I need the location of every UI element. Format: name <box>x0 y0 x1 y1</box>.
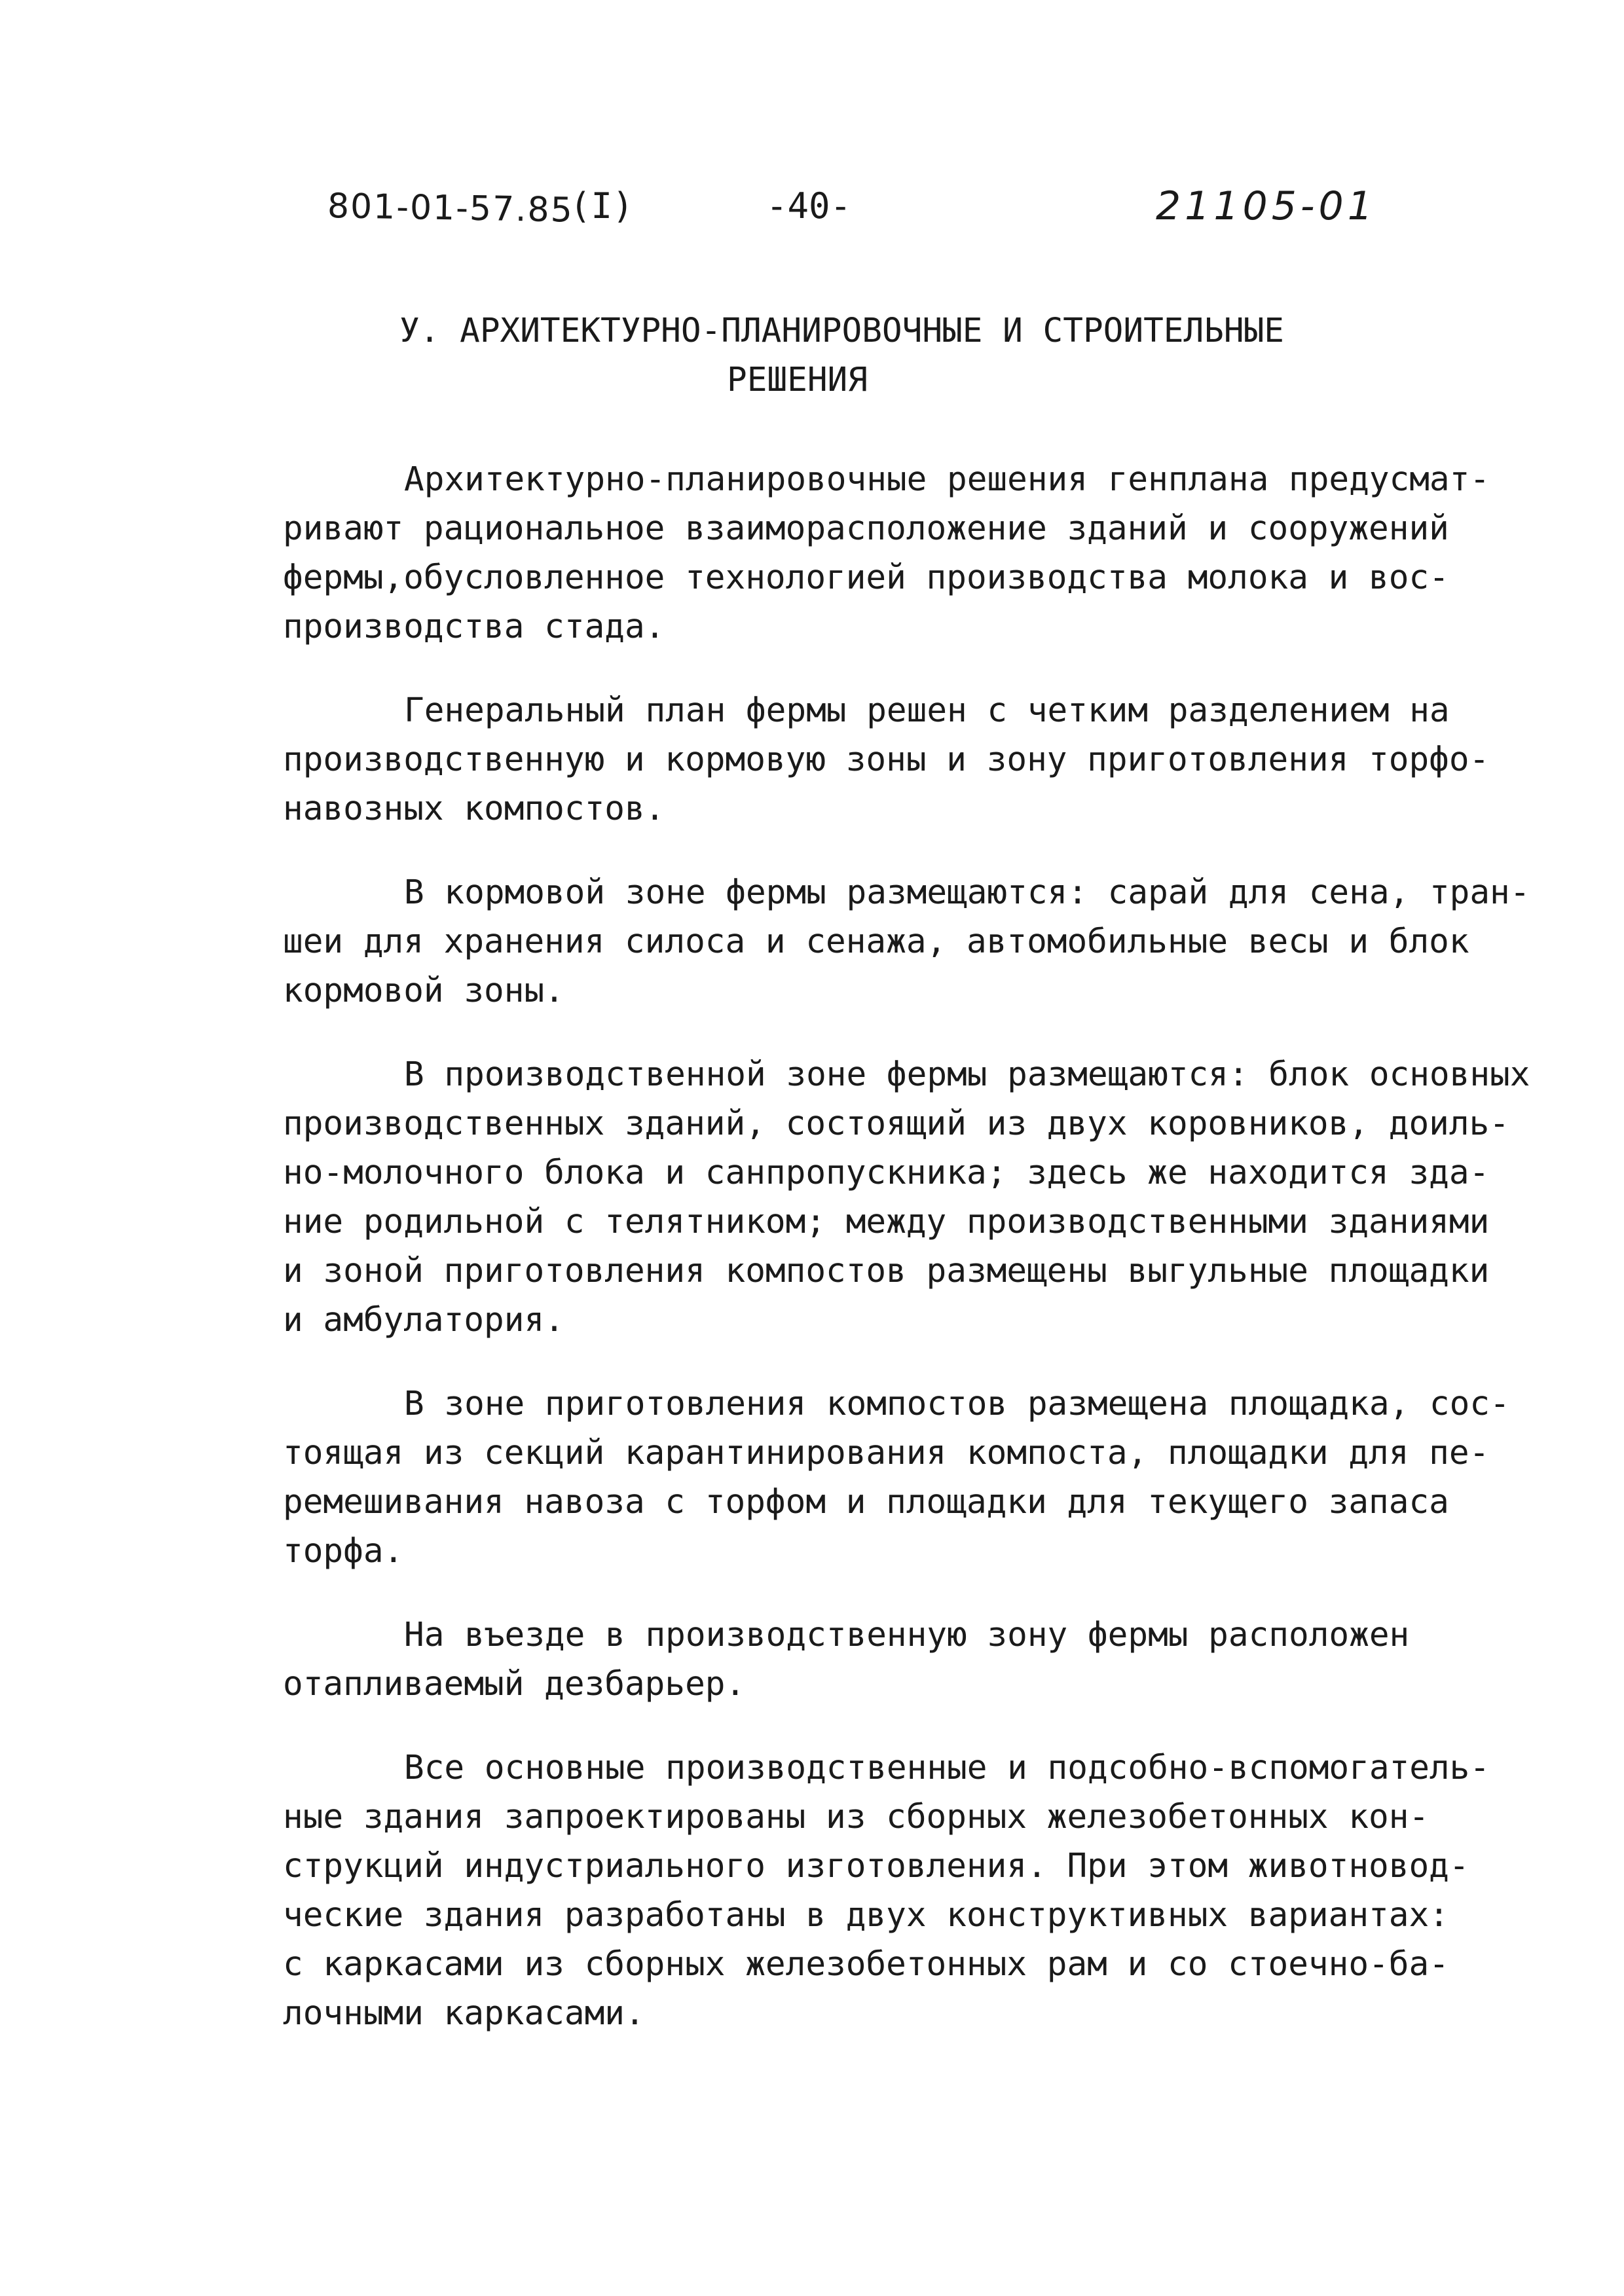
text-line: Все основные производственные и подсобно-вспомогатель- <box>404 1749 1490 1787</box>
text-line: лочными каркасами. <box>283 1994 645 2033</box>
text-line: В производственной зоне фермы размещаются: блок основных <box>404 1055 1530 1094</box>
paragraph <box>283 455 1560 651</box>
text-line: производственных зданий, состоящий из двух коровников, доиль- <box>283 1104 1509 1143</box>
text-line: На въезде в производственную зону фермы расположен <box>404 1616 1410 1654</box>
text-line: и амбулатория. <box>283 1301 564 1339</box>
text-line: торфа. <box>283 1532 404 1571</box>
text-line: Генеральный план фермы решен с четким разделением на <box>404 691 1450 730</box>
paragraph <box>283 868 1560 1015</box>
paragraph <box>283 1743 1560 2038</box>
text-line: тоящая из секций карантинирования компоста, площадки для пе- <box>283 1434 1490 1472</box>
text-line: ческие здания разработаны в двух конструктивных вариантах: <box>283 1896 1449 1935</box>
text-line: с каркасами из сборных железобетонных рам и со стоечно-ба- <box>283 1945 1449 1984</box>
text-line: кормовой зоны. <box>283 972 564 1010</box>
section-title <box>399 306 1329 405</box>
text-line: Архитектурно-планировочные решения генплана предусмат- <box>404 460 1490 499</box>
text-line: и зоной приготовления компостов размещены выгульные площадки <box>283 1252 1490 1290</box>
body-text <box>283 455 1560 2073</box>
text-line: В кормовой зоне фермы размещаются: сарай для сена, тран- <box>404 873 1530 912</box>
volume-number: (I) <box>570 185 634 227</box>
page-number: -40- <box>766 185 852 227</box>
sheet-number: 21105-01 <box>1156 183 1376 229</box>
text-line: ние родильной с телятником; между производственными зданиями <box>283 1203 1490 1241</box>
text-line: ные здания запроектированы из сборных железобетонных кон- <box>283 1798 1430 1836</box>
text-line: струкций индустриального изготовления. При этом животновод- <box>283 1847 1469 1886</box>
paragraph <box>283 1611 1560 1709</box>
text-line: ривают рациональное взаиморасположение зданий и сооружений <box>283 509 1449 548</box>
document-code: 801-01-57.85 <box>327 187 574 230</box>
paragraph <box>283 686 1560 833</box>
text-line: производства стада. <box>283 608 665 646</box>
text-line: фермы,обусловленное технологией производства молока и вос- <box>283 558 1449 597</box>
section-title-line: У. АРХИТЕКТУРНО-ПЛАНИРОВОЧНЫЕ И СТРОИТЕЛЬНЫЕ <box>399 312 1285 350</box>
text-line: производственную и кормовую зоны и зону приготовления торфо- <box>283 740 1490 779</box>
paragraph <box>283 1379 1560 1576</box>
text-line: но-молочного блока и санпропускника; здесь же находится зда- <box>283 1154 1490 1192</box>
text-line: отапливаемый дезбарьер. <box>283 1665 746 1704</box>
text-line: навозных компостов. <box>283 790 665 828</box>
text-line: шеи для хранения силоса и сенажа, автомобильные весы и блок <box>283 922 1469 961</box>
text-line: В зоне приготовления компостов размещена площадка, сос- <box>404 1385 1510 1423</box>
text-line: ремешивания навоза с торфом и площадки для текущего запаса <box>283 1483 1449 1522</box>
section-title-line: РЕШЕНИЯ <box>727 361 868 399</box>
paragraph <box>283 1050 1560 1345</box>
